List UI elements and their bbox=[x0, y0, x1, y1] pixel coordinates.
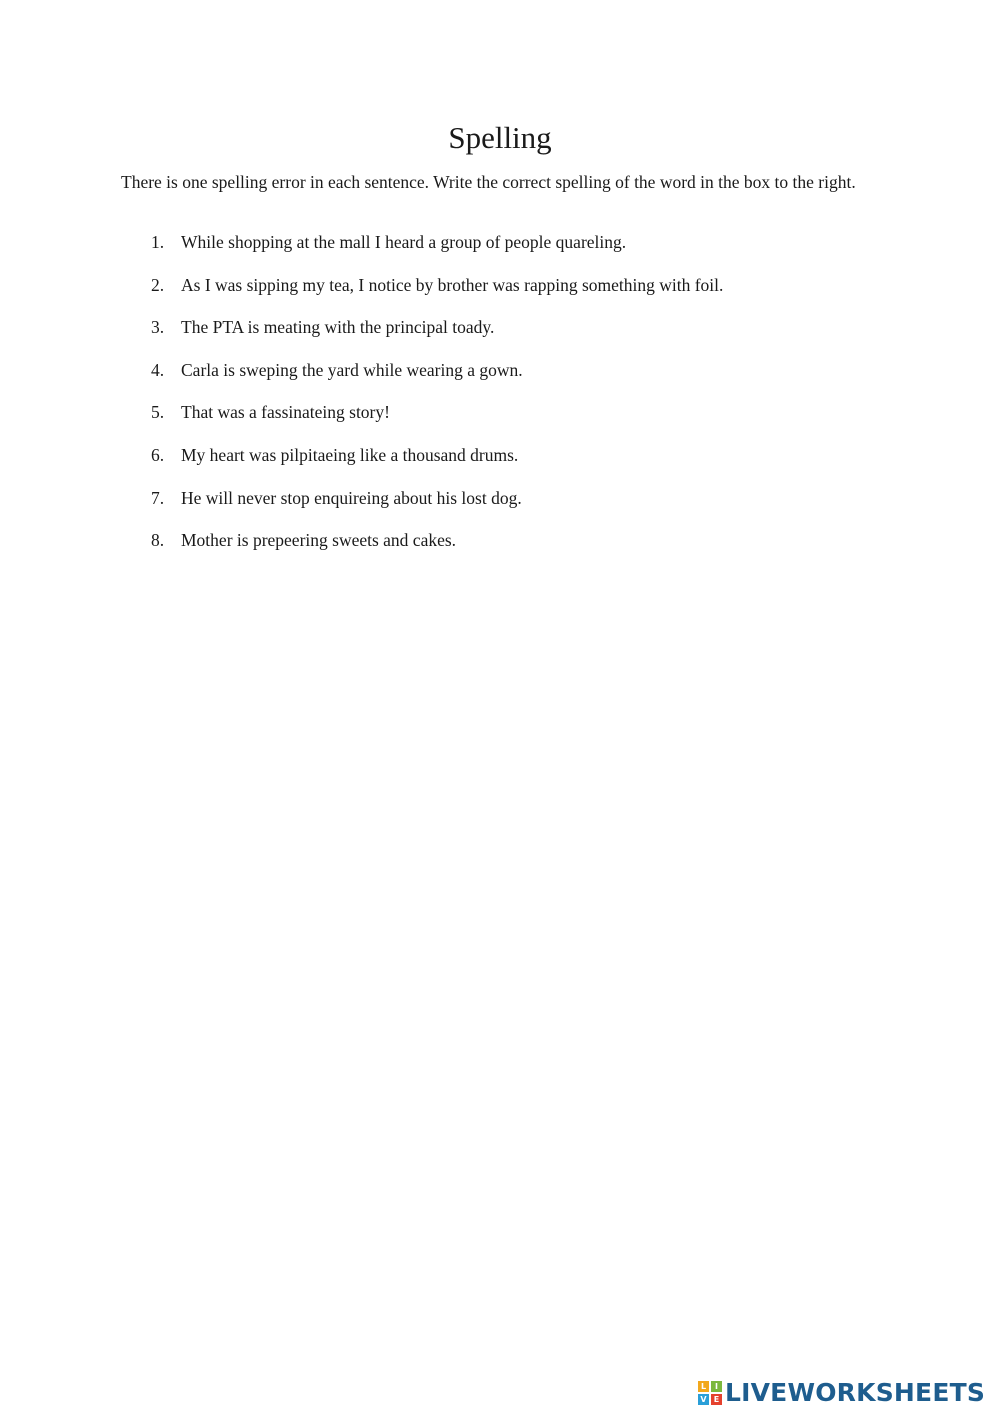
question-text: He will never stop enquireing about his lost dog. bbox=[181, 487, 522, 508]
question-number: 6. bbox=[151, 444, 165, 465]
question-text: That was a fassinateing story! bbox=[181, 402, 390, 423]
question-number: 1. bbox=[151, 232, 165, 252]
page-title: Spelling bbox=[448, 120, 552, 155]
question-text: My heart was pilpitaeing like a thousand drums. bbox=[181, 444, 519, 465]
question-text: While shopping at the mall I heard a group of people quareling. bbox=[181, 232, 627, 252]
liveworksheets-brand bbox=[698, 1378, 985, 1408]
logo-letter-l: L bbox=[698, 1381, 709, 1392]
logo-letter-v: V bbox=[698, 1394, 709, 1405]
question-text: As I was sipping my tea, I notice by brother was rapping something with foil. bbox=[181, 274, 724, 295]
logo-letter-i: I bbox=[711, 1381, 722, 1392]
question-number: 7. bbox=[151, 487, 165, 508]
instructions: There is one spelling error in each sentence. Write the correct spelling of the word in the box to the right. bbox=[121, 172, 856, 192]
liveworksheets-logo-icon bbox=[698, 1381, 722, 1405]
logo-letter-e: E bbox=[711, 1394, 722, 1405]
question-text: Carla is sweping the yard while wearing a gown. bbox=[181, 359, 523, 380]
brand-name: LIVEWORKSHEETS bbox=[725, 1378, 986, 1407]
question-text: Mother is prepeering sweets and cakes. bbox=[181, 530, 457, 551]
question-text: The PTA is meating with the principal toady. bbox=[181, 317, 495, 338]
question-number: 3. bbox=[151, 317, 165, 338]
question-number: 5. bbox=[151, 402, 165, 423]
question-number: 2. bbox=[151, 274, 165, 295]
question-number: 4. bbox=[151, 359, 165, 380]
question-number: 8. bbox=[151, 530, 165, 551]
